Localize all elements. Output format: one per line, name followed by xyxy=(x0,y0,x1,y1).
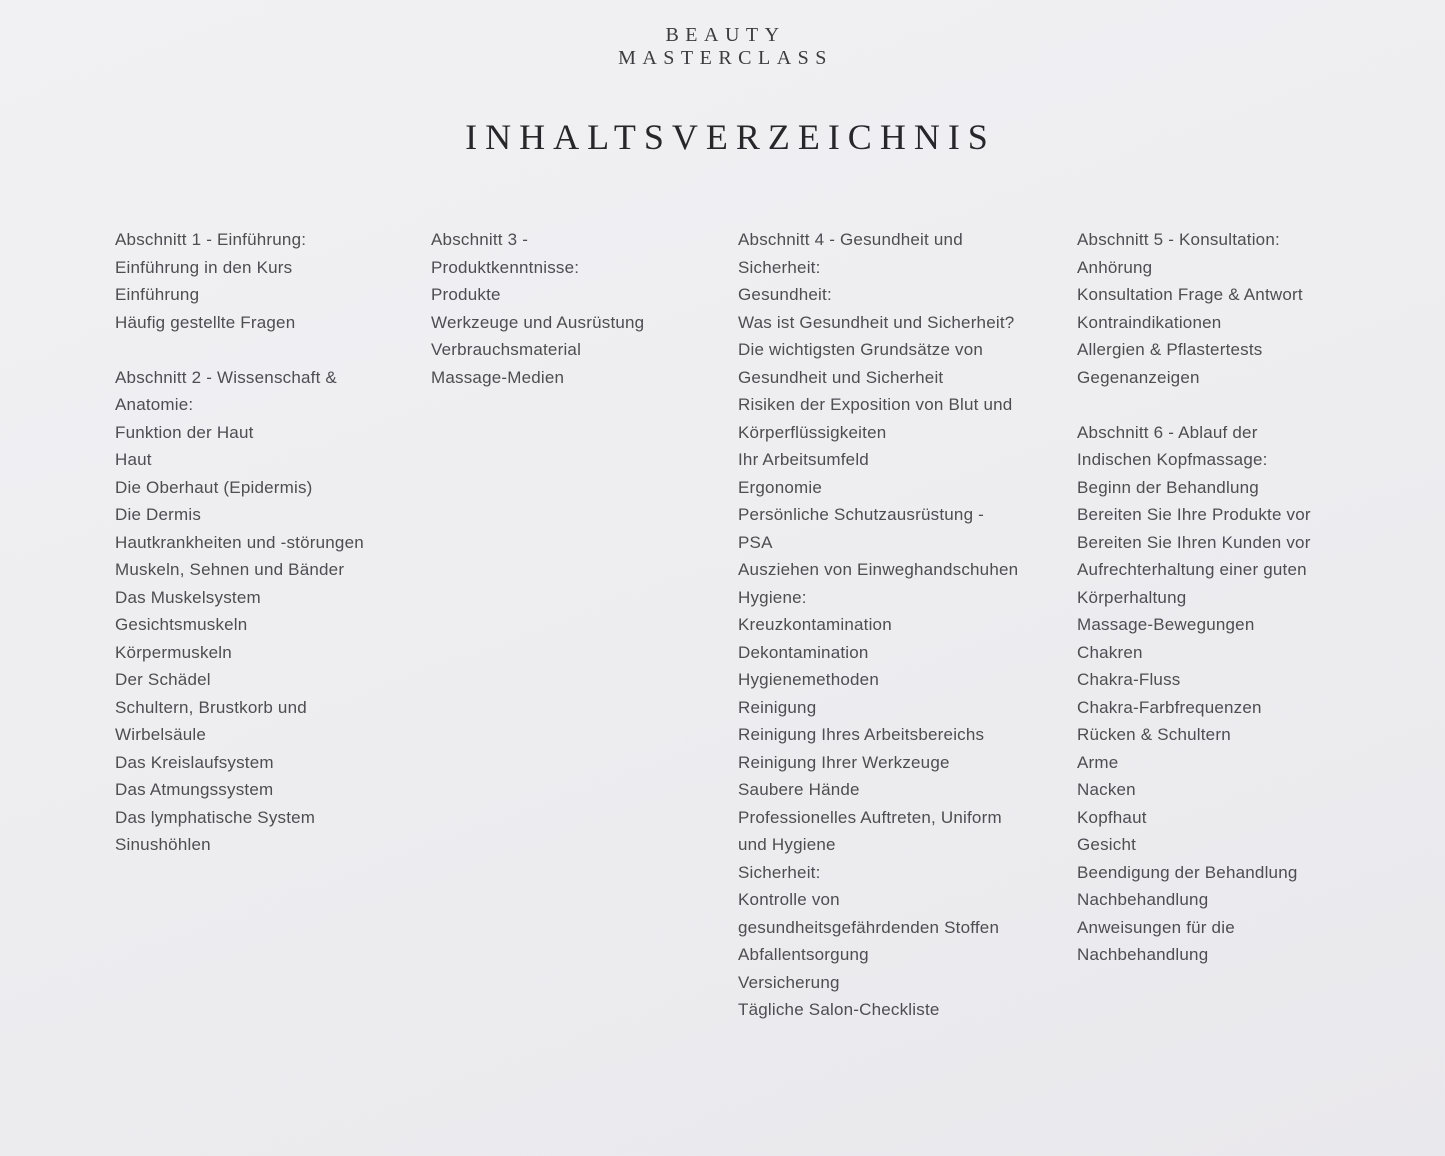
toc-entry: gesundheitsgefährdenden Stoffen xyxy=(738,917,1000,937)
toc-entry: Dekontamination xyxy=(738,642,869,662)
toc-entry: Schultern, Brustkorb und xyxy=(115,697,307,717)
toc-entry: Chakren xyxy=(1077,642,1143,662)
brand-logo xyxy=(0,24,1445,70)
toc-entry: Arme xyxy=(1077,752,1119,772)
toc-entry: Reinigung xyxy=(738,697,817,717)
toc-entry: Einführung xyxy=(115,285,200,304)
toc-entry: Anatomie: xyxy=(115,395,194,414)
toc-entry: Wirbelsäule xyxy=(115,725,207,744)
toc-entry: Bereiten Sie Ihren Kunden vor xyxy=(1077,532,1311,552)
toc-entry: Körpermuskeln xyxy=(115,642,232,662)
toc-entry: Das lymphatische System xyxy=(115,807,316,827)
toc-entry: Gesicht xyxy=(1077,835,1137,854)
toc-entry: Hautkrankheiten und -störungen xyxy=(115,532,364,552)
toc-entry: Abschnitt 4 - Gesundheit und xyxy=(738,230,963,249)
toc-entry: Abschnitt 3 - xyxy=(431,230,529,249)
toc-entry: Einführung in den Kurs xyxy=(115,257,293,277)
toc-entry: Massage-Medien xyxy=(431,367,565,387)
toc-entry: PSA xyxy=(738,532,773,552)
toc-column-3 xyxy=(738,226,1018,1024)
toc-entry: Anhörung xyxy=(1077,257,1153,277)
toc-entry: Abschnitt 1 - Einführung: xyxy=(115,230,307,249)
toc-entry: Körperflüssigkeiten xyxy=(738,422,887,442)
toc-entry: Chakra-Fluss xyxy=(1077,670,1181,689)
toc-entry: Nachbehandlung xyxy=(1077,890,1209,909)
toc-entry: Kopfhaut xyxy=(1077,807,1147,827)
section-spacer xyxy=(115,336,364,364)
toc-entry: Kreuzkontamination xyxy=(738,615,892,634)
toc-entry: Aufrechterhaltung einer guten xyxy=(1077,560,1307,579)
toc-entry: Hygiene: xyxy=(738,587,807,607)
toc-entry: Sicherheit: xyxy=(738,862,821,882)
toc-entry: Das Kreislaufsystem xyxy=(115,752,274,772)
toc-entry: Beendigung der Behandlung xyxy=(1077,862,1298,882)
toc-entry: Saubere Hände xyxy=(738,780,860,799)
toc-entry: Nachbehandlung xyxy=(1077,945,1209,964)
toc-entry: Kontrolle von xyxy=(738,890,840,909)
toc-entry: Beginn der Behandlung xyxy=(1077,477,1259,497)
toc-entry: Gesundheit: xyxy=(738,285,832,304)
toc-entry: Sicherheit: xyxy=(738,257,821,277)
toc-column-2 xyxy=(431,226,644,391)
toc-entry: Reinigung Ihres Arbeitsbereichs xyxy=(738,725,985,744)
toc-entry: Werkzeuge und Ausrüstung xyxy=(431,312,645,332)
toc-entry: Ihr Arbeitsumfeld xyxy=(738,450,869,469)
toc-entry: Sinushöhlen xyxy=(115,835,211,854)
toc-entry: Massage-Bewegungen xyxy=(1077,615,1255,634)
toc-entry: Anweisungen für die xyxy=(1077,917,1235,937)
toc-entry: Allergien & Pflastertests xyxy=(1077,340,1263,359)
toc-entry: Nacken xyxy=(1077,780,1136,799)
toc-entry: Häufig gestellte Fragen xyxy=(115,312,296,332)
toc-entry: Muskeln, Sehnen und Bänder xyxy=(115,560,345,579)
toc-entry: Bereiten Sie Ihre Produkte vor xyxy=(1077,505,1311,524)
toc-entry: Risiken der Exposition von Blut und xyxy=(738,395,1013,414)
toc-entry: Die Oberhaut (Epidermis) xyxy=(115,477,313,497)
toc-entry: Abschnitt 6 - Ablauf der xyxy=(1077,422,1258,442)
toc-entry: Funktion der Haut xyxy=(115,422,254,442)
toc-entry: Die wichtigsten Grundsätze von xyxy=(738,340,984,359)
toc-entry: Tägliche Salon-Checkliste xyxy=(738,1000,940,1019)
section-spacer xyxy=(1077,391,1311,419)
toc-entry: Die Dermis xyxy=(115,505,202,524)
toc-entry: Indischen Kopfmassage: xyxy=(1077,450,1268,469)
toc-entry: Körperhaltung xyxy=(1077,587,1187,607)
toc-entry: Persönliche Schutzausrüstung - xyxy=(738,505,985,524)
toc-entry: Hygienemethoden xyxy=(738,670,879,689)
toc-entry: Abfallentsorgung xyxy=(738,945,869,964)
toc-entry: Kontraindikationen xyxy=(1077,312,1222,332)
toc-entry: Ergonomie xyxy=(738,477,823,497)
toc-entry: Das Atmungssystem xyxy=(115,780,274,799)
toc-entry: Gesundheit und Sicherheit xyxy=(738,367,944,387)
page-title: INHALTSVERZEICHNIS xyxy=(465,117,996,157)
toc-entry: Produktkenntnisse: xyxy=(431,257,580,277)
brand-line-2: MASTERCLASS xyxy=(618,47,833,69)
toc-entry: Haut xyxy=(115,450,152,469)
toc-column-4 xyxy=(1077,226,1311,969)
toc-entry: Versicherung xyxy=(738,972,840,992)
toc-entry: Chakra-Farbfrequenzen xyxy=(1077,697,1262,717)
toc-entry: Professionelles Auftreten, Uniform xyxy=(738,807,1002,827)
toc-entry: Reinigung Ihrer Werkzeuge xyxy=(738,752,950,772)
toc-entry: Rücken & Schultern xyxy=(1077,725,1231,744)
toc-entry: Was ist Gesundheit und Sicherheit? xyxy=(738,312,1015,332)
brand-line-1: BEAUTY xyxy=(665,24,786,46)
toc-entry: und Hygiene xyxy=(738,835,836,854)
toc-entry: Abschnitt 5 - Konsultation: xyxy=(1077,230,1280,249)
toc-entry: Abschnitt 2 - Wissenschaft & xyxy=(115,367,337,387)
toc-entry: Produkte xyxy=(431,285,501,304)
toc-entry: Verbrauchsmaterial xyxy=(431,340,582,359)
toc-entry: Der Schädel xyxy=(115,670,211,689)
toc-entry: Das Muskelsystem xyxy=(115,587,261,607)
toc-column-1 xyxy=(115,226,364,859)
toc-entry: Ausziehen von Einweghandschuhen xyxy=(738,560,1019,579)
toc-entry: Gesichtsmuskeln xyxy=(115,615,248,634)
toc-entry: Gegenanzeigen xyxy=(1077,367,1200,387)
toc-entry: Konsultation Frage & Antwort xyxy=(1077,285,1303,304)
